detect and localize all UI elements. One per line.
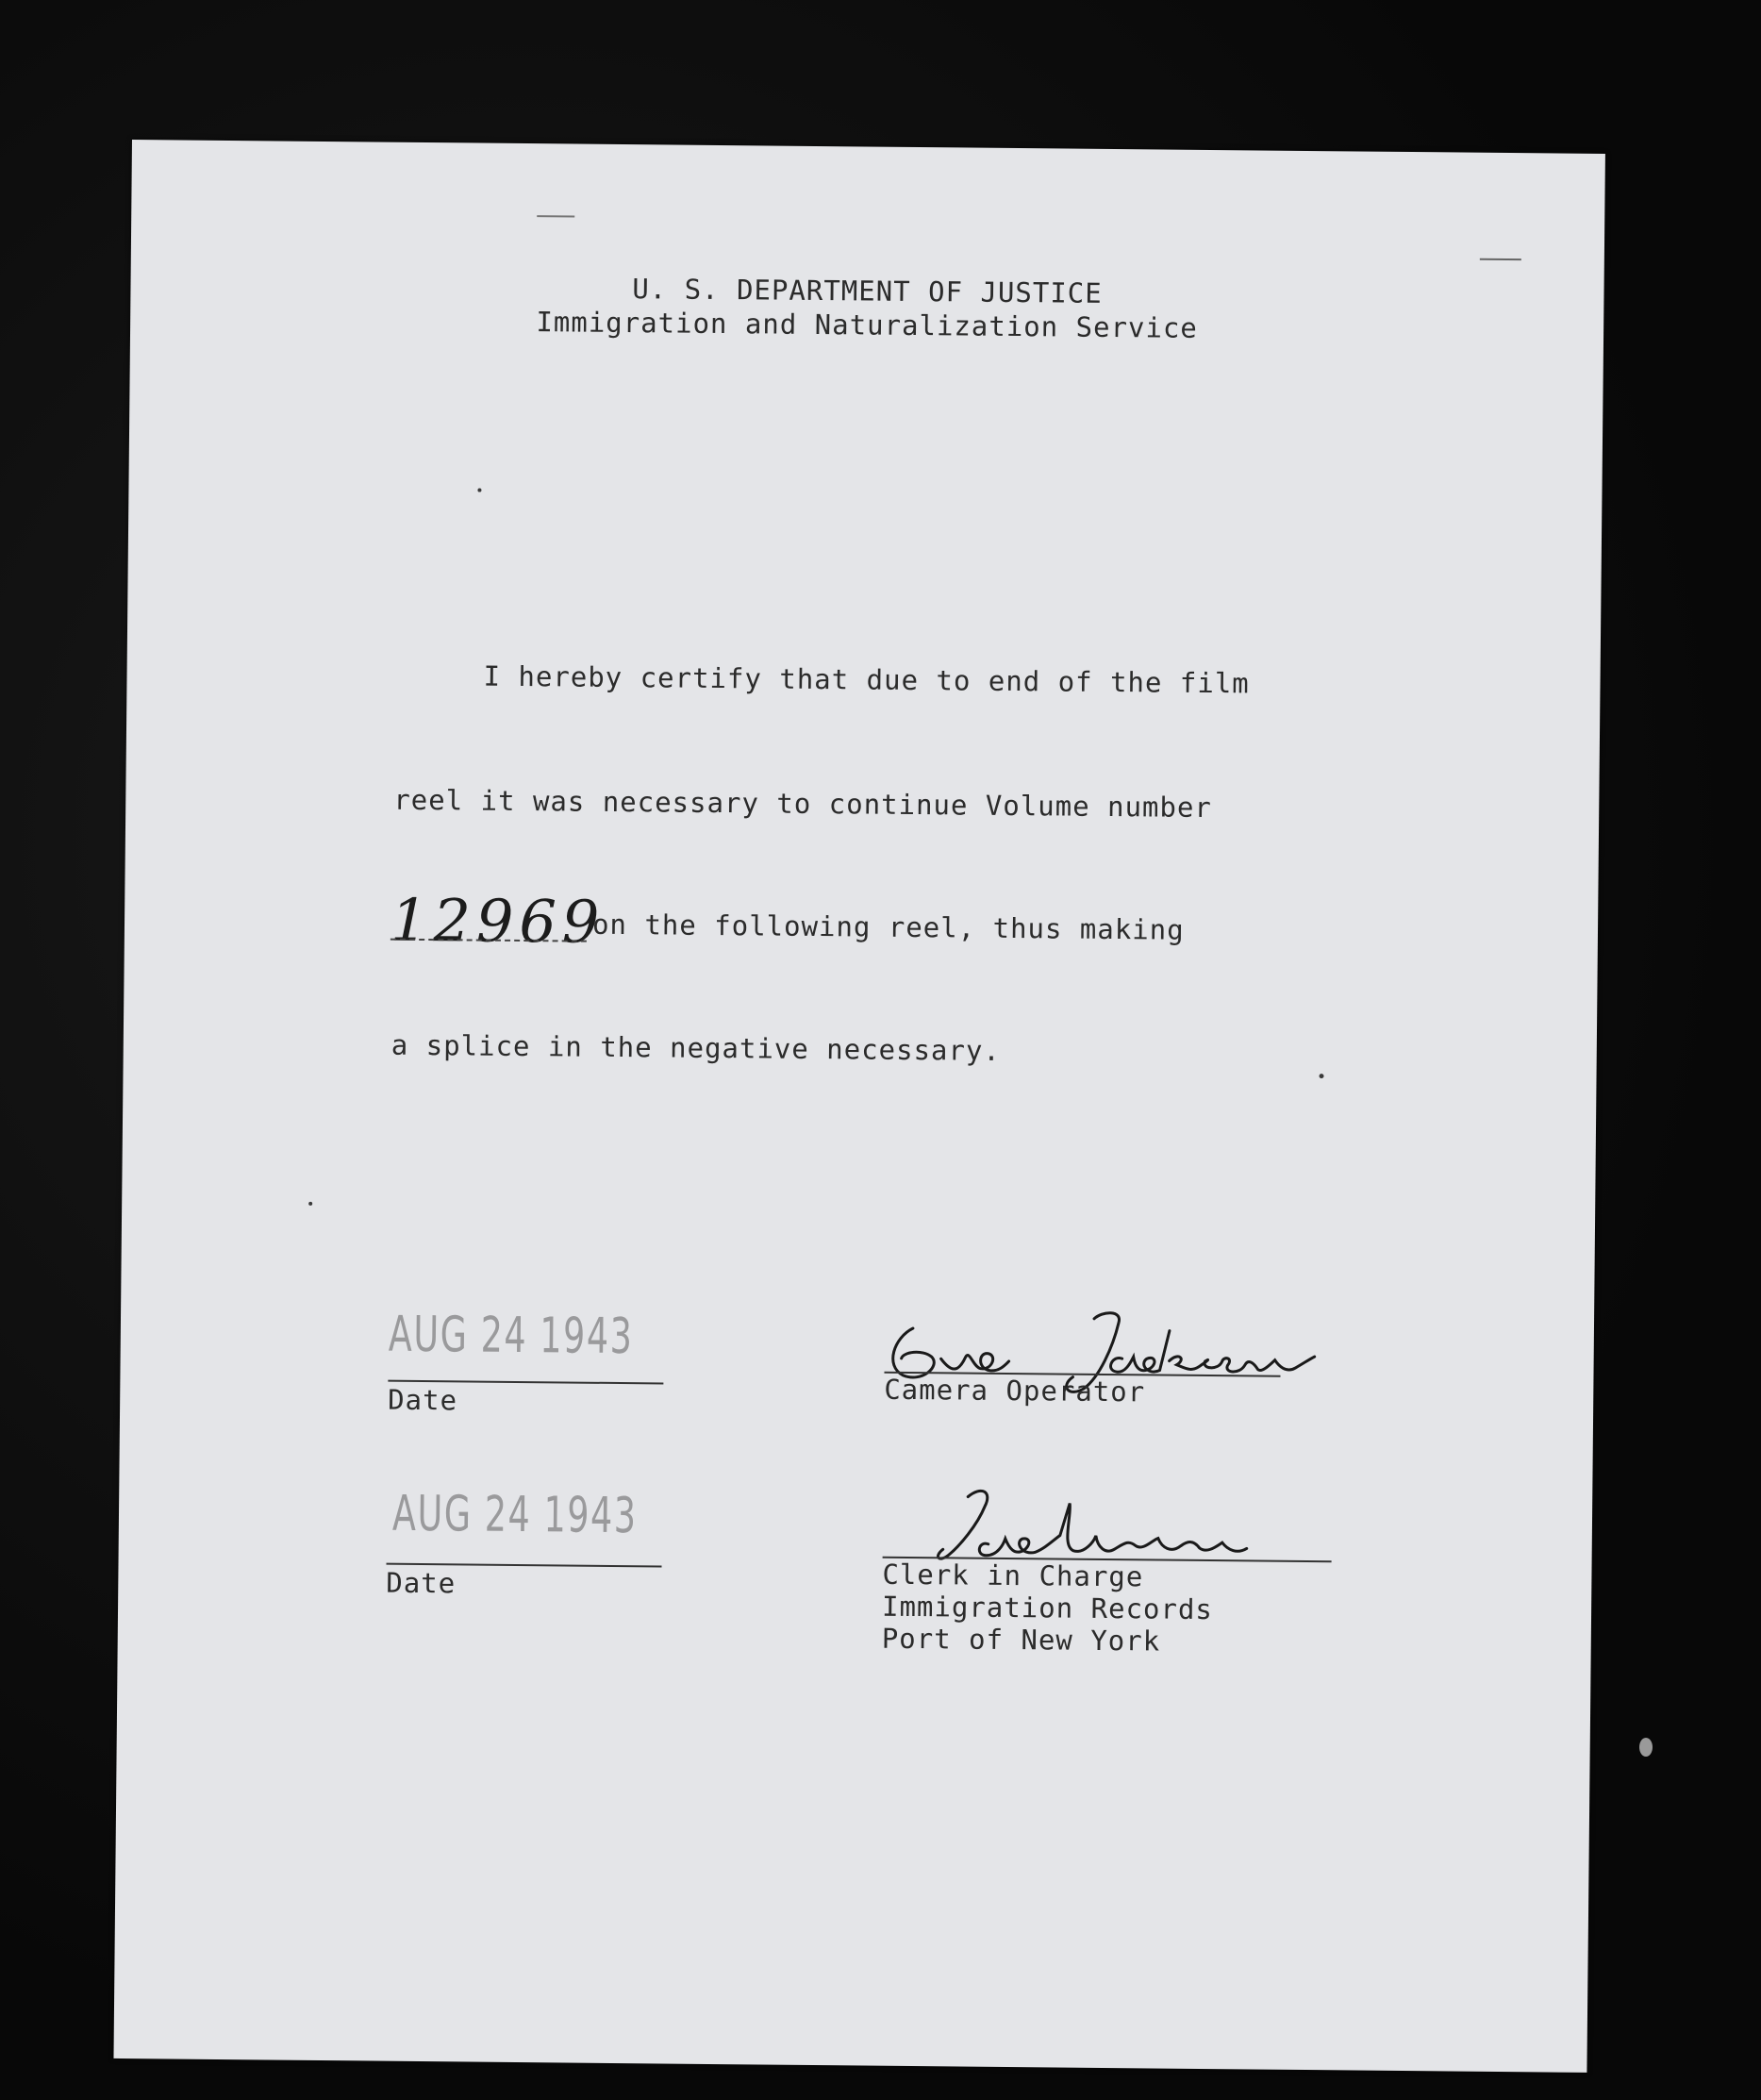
document-page xyxy=(113,140,1604,2073)
clerk-label-line-1: Clerk in Charge xyxy=(882,1558,1144,1593)
film-speck xyxy=(1639,1738,1653,1757)
date-label-2: Date xyxy=(386,1566,457,1600)
body-line-3: on the following reel, thus making xyxy=(591,908,1185,946)
clerk-label-line-3: Port of New York xyxy=(881,1622,1161,1658)
paper-speck xyxy=(477,489,481,492)
clerk-label-line-2: Immigration Records xyxy=(881,1590,1213,1626)
paper-speck xyxy=(308,1202,312,1206)
header-service: Immigration and Naturalization Service xyxy=(536,306,1199,344)
volume-number-handwritten: 12969 xyxy=(390,885,606,957)
date-stamp-2: AUG 24 1943 xyxy=(391,1485,638,1545)
body-line-2: reel it was necessary to continue Volume number xyxy=(393,783,1213,825)
paper-mark xyxy=(1480,258,1521,260)
date-label-1: Date xyxy=(388,1383,458,1417)
date-stamp-1: AUG 24 1943 xyxy=(388,1306,634,1366)
paper-speck xyxy=(1320,1074,1324,1078)
body-line-4: a splice in the negative necessary. xyxy=(390,1028,1002,1067)
camera-operator-label: Camera Operator xyxy=(884,1373,1146,1408)
paper-mark xyxy=(537,215,574,217)
body-line-1: I hereby certify that due to end of the film xyxy=(483,659,1250,700)
header-department: U. S. DEPARTMENT OF JUSTICE xyxy=(632,273,1103,309)
